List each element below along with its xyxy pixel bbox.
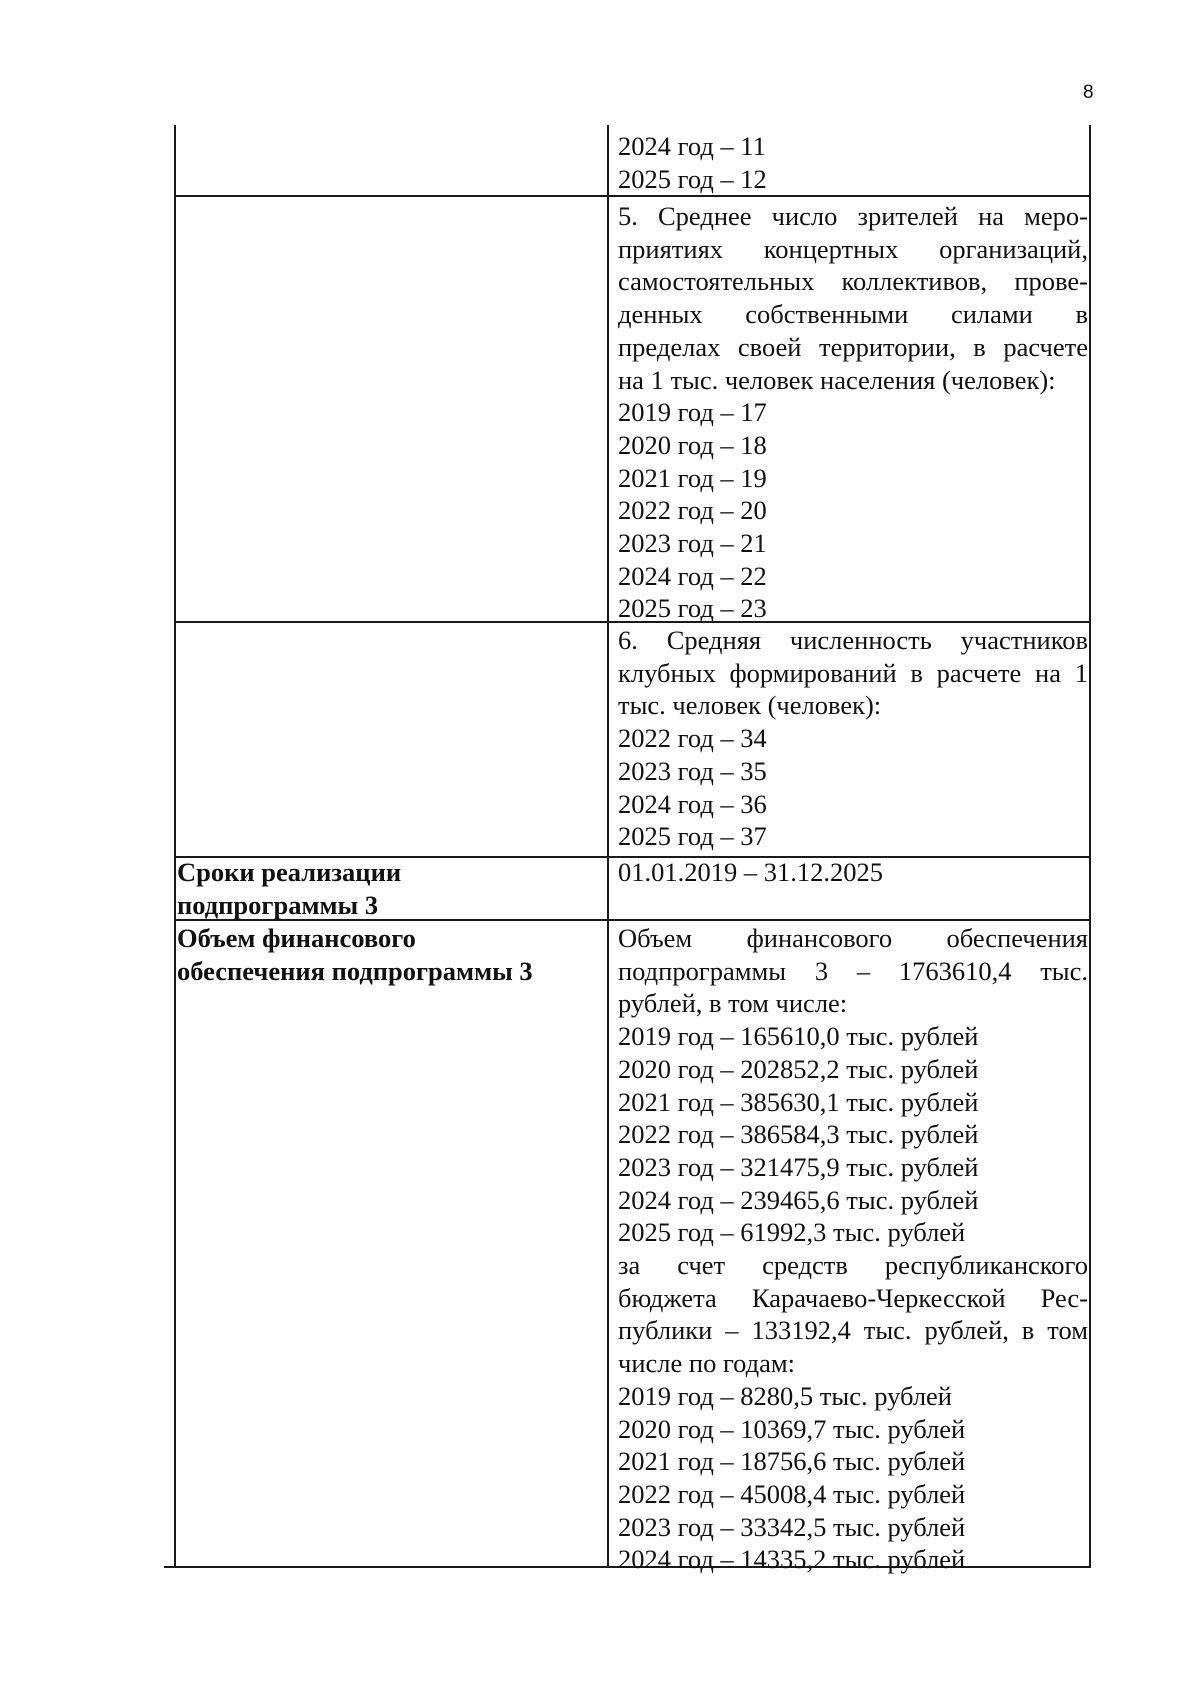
value-line: 2019 год – 17 [618, 397, 767, 428]
terms-label-cell [177, 856, 597, 921]
value-line: 2023 год – 35 [618, 755, 767, 786]
value-line: 2020 год – 18 [618, 429, 767, 460]
value-line: 2021 год – 18756,6 тыс. рублей [618, 1446, 966, 1477]
row-label-line: Объем финансового [177, 923, 416, 953]
table-column-divider [607, 125, 609, 1568]
value-line: 2020 год – 10369,7 тыс. рублей [618, 1413, 966, 1444]
terms-value: 01.01.2019 – 31.12.2025 [618, 857, 883, 887]
row-label-line: Сроки реализации [177, 857, 402, 887]
value-line: 2024 год – 11 [618, 131, 766, 161]
financing-label-cell [177, 922, 597, 987]
row-label-line: подпрограммы 3 [177, 889, 379, 920]
value-line: 2024 год – 36 [618, 788, 767, 819]
value-line: 2022 год – 20 [618, 495, 767, 526]
indicator-text-line: 6. Средняя численность участников [618, 625, 1088, 655]
value-line: 2022 год – 34 [618, 723, 767, 754]
value-line: 2025 год – 23 [618, 593, 767, 624]
financing-text-line: Объем финансового обеспечения [618, 923, 1088, 953]
financing-text-line: за счет средств республиканского [618, 1250, 1088, 1281]
financing-text-line: подпрограммы 3 – 1763610,4 тыс. [618, 955, 1088, 986]
indicator-text-line: на 1 тыс. человек населения (человек): [618, 364, 1056, 395]
value-line: 2024 год – 14335,2 тыс. рублей [618, 1544, 966, 1575]
indicator-text-line: пределах своей территории, в расчете [618, 331, 1088, 362]
indicator-text-line: денных собственными силами в [618, 299, 1088, 330]
indicator-text-line: самостоятельных коллективов, прове- [618, 266, 1088, 297]
value-line: 2024 год – 22 [618, 560, 767, 591]
financing-value-cell [618, 922, 1088, 1576]
table-left-border [174, 125, 176, 1568]
value-line: 2022 год – 45008,4 тыс. рублей [618, 1478, 966, 1509]
indicator-text-line: приятиях концертных организаций, [618, 233, 1088, 264]
page-number: 8 [1083, 82, 1094, 103]
financing-text-line: публики – 133192,4 тыс. рублей, в том [618, 1315, 1088, 1346]
indicator-5-cell [618, 200, 1088, 625]
value-line: 2020 год – 202852,2 тыс. рублей [618, 1053, 979, 1084]
value-line: 2024 год – 239465,6 тыс. рублей [618, 1184, 979, 1215]
value-line: 2023 год – 33342,5 тыс. рублей [618, 1511, 966, 1542]
indicator-text-line: 5. Среднее число зрителей на меро- [618, 201, 1088, 231]
continuation-cell [618, 130, 1088, 195]
terms-value-cell [618, 856, 1088, 889]
row-label-line: обеспечения подпрограммы 3 [177, 955, 533, 986]
indicator-text-line: клубных формирований в расчете на 1 [618, 657, 1088, 688]
value-line: 2022 год – 386584,3 тыс. рублей [618, 1119, 979, 1150]
indicator-text-line: тыс. человек (человек): [618, 690, 882, 721]
financing-text-line: числе по годам: [618, 1348, 796, 1379]
value-line: 2019 год – 165610,0 тыс. рублей [618, 1021, 979, 1052]
indicator-6-cell [618, 624, 1088, 853]
value-line: 2021 год – 385630,1 тыс. рублей [618, 1086, 979, 1117]
table-right-border [1089, 125, 1091, 1568]
financing-text-line: бюджета Карачаево-Черкесской Рес- [618, 1282, 1088, 1313]
value-line: 2023 год – 21 [618, 528, 767, 559]
value-line: 2021 год – 19 [618, 462, 767, 493]
value-line: 2025 год – 12 [618, 163, 767, 194]
financing-text-line: рублей, в том числе: [618, 988, 848, 1019]
value-line: 2025 год – 61992,3 тыс. рублей [618, 1217, 966, 1248]
value-line: 2023 год – 321475,9 тыс. рублей [618, 1151, 979, 1182]
value-line: 2019 год – 8280,5 тыс. рублей [618, 1380, 952, 1411]
value-line: 2025 год – 37 [618, 821, 767, 852]
